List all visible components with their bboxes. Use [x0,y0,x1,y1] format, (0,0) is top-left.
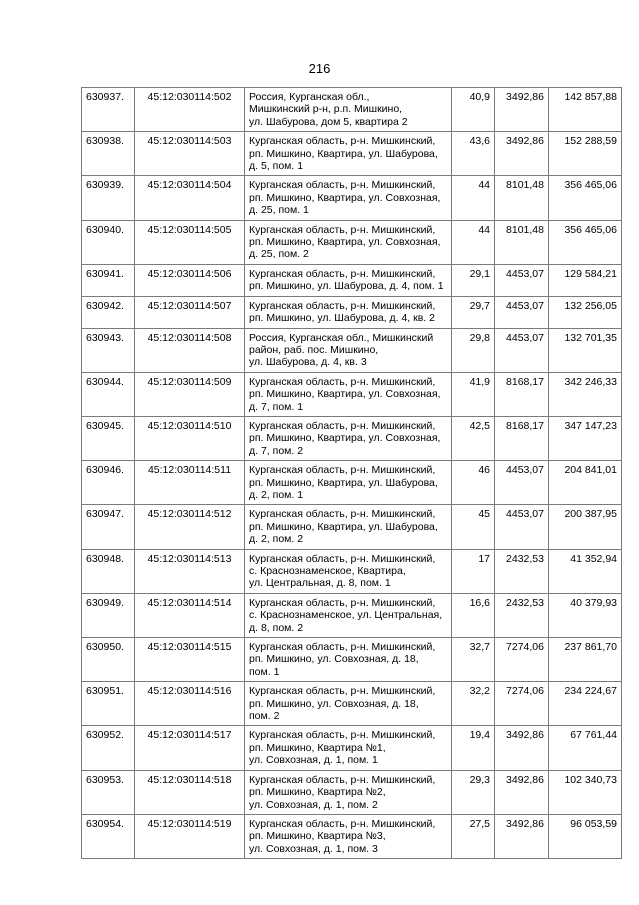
cadastral-number-cell: 45:12:030114:519 [135,814,245,858]
cadastral-value-cell: 129 584,21 [549,264,622,296]
row-number-cell: 630937. [82,88,135,132]
table-row [82,416,622,460]
specific-value-cell: 8168,17 [495,416,549,460]
cadastral-value-cell: 342 246,33 [549,372,622,416]
table-row [82,132,622,176]
specific-value-cell: 7274,06 [495,638,549,682]
address-cell: Курганская область, р-н. Мишкинский, рп. Мишкино, ул. Совхозная, д. 18, пом. 1 [245,638,452,682]
address-cell: Курганская область, р-н. Мишкинский, рп. Мишкино, ул. Совхозная, д. 18, пом. 2 [245,682,452,726]
address-cell: Курганская область, р-н. Мишкинский, с. Краснознаменское, Квартира, ул. Центральная, д. 8, пом. 1 [245,549,452,593]
cadastral-number-cell: 45:12:030114:517 [135,726,245,770]
row-number-cell: 630953. [82,770,135,814]
table-row [82,88,622,132]
cadastral-number-cell: 45:12:030114:506 [135,264,245,296]
area-cell: 32,2 [452,682,495,726]
specific-value-cell: 3492,86 [495,770,549,814]
table-row [82,638,622,682]
cadastral-number-cell: 45:12:030114:518 [135,770,245,814]
cadastral-value-cell: 67 761,44 [549,726,622,770]
area-cell: 40,9 [452,88,495,132]
row-number-cell: 630939. [82,176,135,220]
address-cell: Курганская область, р-н. Мишкинский, рп. Мишкино, Квартира, ул. Совхозная, д. 7, пом. 2 [245,416,452,460]
row-number-cell: 630952. [82,726,135,770]
cadastral-value-cell: 204 841,01 [549,461,622,505]
cadastral-number-cell: 45:12:030114:510 [135,416,245,460]
row-number-cell: 630950. [82,638,135,682]
cadastral-number-cell: 45:12:030114:505 [135,220,245,264]
row-number-cell: 630944. [82,372,135,416]
cadastral-value-cell: 132 701,35 [549,328,622,372]
cadastral-number-cell: 45:12:030114:514 [135,593,245,637]
cadastral-number-cell: 45:12:030114:516 [135,682,245,726]
cadastral-value-cell: 132 256,05 [549,296,622,328]
area-cell: 41,9 [452,372,495,416]
table-row [82,372,622,416]
cadastral-number-cell: 45:12:030114:511 [135,461,245,505]
address-cell: Курганская область, р-н. Мишкинский, с. Краснознаменское, ул. Центральная, д. 8, пом. 2 [245,593,452,637]
cadastral-value-cell: 96 053,59 [549,814,622,858]
cadastral-value-cell: 142 857,88 [549,88,622,132]
address-cell: Курганская область, р-н. Мишкинский, рп. Мишкино, Квартира, ул. Совхозная, д. 25, пом. 1 [245,176,452,220]
address-cell: Курганская область, р-н. Мишкинский, рп. Мишкино, Квартира, ул. Шабурова, д. 2, пом. 2 [245,505,452,549]
specific-value-cell: 3492,86 [495,726,549,770]
row-number-cell: 630945. [82,416,135,460]
cadastral-number-cell: 45:12:030114:507 [135,296,245,328]
specific-value-cell: 2432,53 [495,549,549,593]
row-number-cell: 630951. [82,682,135,726]
address-cell: Россия, Курганская обл., Мишкинский р-н, р.п. Мишкино, ул. Шабурова, дом 5, квартира 2 [245,88,452,132]
cadastral-value-cell: 356 465,06 [549,176,622,220]
row-number-cell: 630954. [82,814,135,858]
specific-value-cell: 3492,86 [495,814,549,858]
address-cell: Россия, Курганская обл., Мишкинский район, раб. пос. Мишкино, ул. Шабурова, д. 4, кв. 3 [245,328,452,372]
specific-value-cell: 8101,48 [495,220,549,264]
area-cell: 46 [452,461,495,505]
area-cell: 29,7 [452,296,495,328]
area-cell: 29,3 [452,770,495,814]
area-cell: 16,6 [452,593,495,637]
area-cell: 42,5 [452,416,495,460]
area-cell: 43,6 [452,132,495,176]
address-cell: Курганская область, р-н. Мишкинский, рп. Мишкино, ул. Шабурова, д. 4, кв. 2 [245,296,452,328]
cadastral-value-table [81,87,622,859]
table-row [82,726,622,770]
table-row [82,505,622,549]
specific-value-cell: 4453,07 [495,328,549,372]
cadastral-value-cell: 152 288,59 [549,132,622,176]
cadastral-number-cell: 45:12:030114:509 [135,372,245,416]
address-cell: Курганская область, р-н. Мишкинский, рп. Мишкино, ул. Шабурова, д. 4, пом. 1 [245,264,452,296]
area-cell: 44 [452,220,495,264]
specific-value-cell: 8168,17 [495,372,549,416]
row-number-cell: 630943. [82,328,135,372]
page-number: 216 [308,61,331,76]
row-number-cell: 630947. [82,505,135,549]
area-cell: 29,8 [452,328,495,372]
table-row [82,220,622,264]
cadastral-value-cell: 102 340,73 [549,770,622,814]
address-cell: Курганская область, р-н. Мишкинский, рп. Мишкино, Квартира №1, ул. Совхозная, д. 1, пом. 1 [245,726,452,770]
row-number-cell: 630949. [82,593,135,637]
table-row [82,814,622,858]
row-number-cell: 630942. [82,296,135,328]
cadastral-number-cell: 45:12:030114:513 [135,549,245,593]
area-cell: 29,1 [452,264,495,296]
table-row [82,770,622,814]
specific-value-cell: 2432,53 [495,593,549,637]
table-row [82,682,622,726]
row-number-cell: 630946. [82,461,135,505]
table-row [82,593,622,637]
cadastral-number-cell: 45:12:030114:503 [135,132,245,176]
table-row [82,328,622,372]
specific-value-cell: 4453,07 [495,264,549,296]
cadastral-number-cell: 45:12:030114:502 [135,88,245,132]
address-cell: Курганская область, р-н. Мишкинский, рп. Мишкино, Квартира, ул. Совхозная, д. 25, пом. 2 [245,220,452,264]
cadastral-number-cell: 45:12:030114:515 [135,638,245,682]
row-number-cell: 630938. [82,132,135,176]
cadastral-value-cell: 234 224,67 [549,682,622,726]
area-cell: 17 [452,549,495,593]
table-row [82,549,622,593]
area-cell: 32,7 [452,638,495,682]
row-number-cell: 630948. [82,549,135,593]
cadastral-number-cell: 45:12:030114:512 [135,505,245,549]
area-cell: 19,4 [452,726,495,770]
cadastral-number-cell: 45:12:030114:504 [135,176,245,220]
area-cell: 27,5 [452,814,495,858]
specific-value-cell: 7274,06 [495,682,549,726]
table-body [82,88,622,859]
cadastral-value-cell: 200 387,95 [549,505,622,549]
cadastral-value-cell: 40 379,93 [549,593,622,637]
table-row [82,176,622,220]
cadastral-value-cell: 347 147,23 [549,416,622,460]
specific-value-cell: 4453,07 [495,505,549,549]
area-cell: 44 [452,176,495,220]
specific-value-cell: 4453,07 [495,461,549,505]
address-cell: Курганская область, р-н. Мишкинский, рп. Мишкино, Квартира, ул. Шабурова, д. 5, пом. 1 [245,132,452,176]
row-number-cell: 630941. [82,264,135,296]
address-cell: Курганская область, р-н. Мишкинский, рп. Мишкино, Квартира №3, ул. Совхозная, д. 1, пом. 3 [245,814,452,858]
address-cell: Курганская область, р-н. Мишкинский, рп. Мишкино, Квартира, ул. Совхозная, д. 7, пом. 1 [245,372,452,416]
row-number-cell: 630940. [82,220,135,264]
cadastral-value-cell: 237 861,70 [549,638,622,682]
specific-value-cell: 4453,07 [495,296,549,328]
cadastral-value-cell: 41 352,94 [549,549,622,593]
address-cell: Курганская область, р-н. Мишкинский, рп. Мишкино, Квартира №2, ул. Совхозная, д. 1, пом. 2 [245,770,452,814]
cadastral-number-cell: 45:12:030114:508 [135,328,245,372]
address-cell: Курганская область, р-н. Мишкинский, рп. Мишкино, Квартира, ул. Шабурова, д. 2, пом. 1 [245,461,452,505]
cadastral-value-cell: 356 465,06 [549,220,622,264]
area-cell: 45 [452,505,495,549]
table-row [82,296,622,328]
specific-value-cell: 8101,48 [495,176,549,220]
specific-value-cell: 3492,86 [495,132,549,176]
table-row [82,264,622,296]
specific-value-cell: 3492,86 [495,88,549,132]
table-row [82,461,622,505]
